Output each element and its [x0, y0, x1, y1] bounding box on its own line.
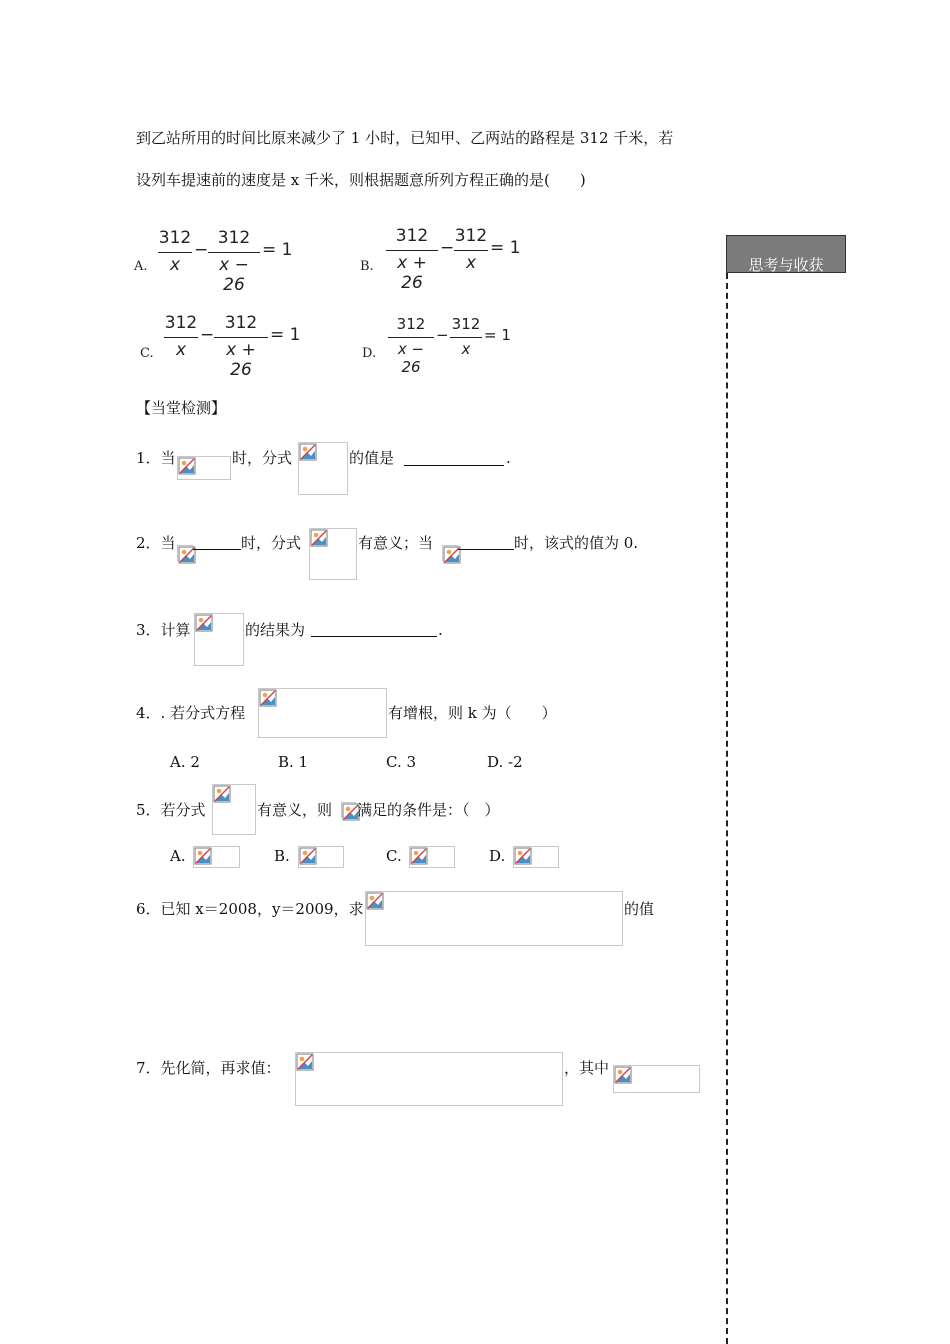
q6-text-a: 6．已知 x＝2008，y＝2009，求 — [136, 900, 364, 918]
broken-image-glyph — [299, 443, 317, 461]
numerator: 312 — [395, 226, 429, 246]
fraction-bar — [164, 337, 198, 338]
q5-text-c: 满足的条件是：（ ） — [357, 801, 500, 819]
denominator: x — [465, 253, 477, 273]
broken-image-icon — [442, 545, 458, 561]
equation-rhs: = 1 — [484, 326, 511, 344]
broken-image-icon — [177, 545, 193, 561]
broken-image-icon — [613, 1065, 700, 1093]
q5-text-a: 5．若分式 — [136, 801, 206, 819]
broken-image-icon — [295, 1052, 563, 1106]
equation-rhs: = 1 — [270, 325, 301, 345]
q4-text-b: 有增根，则 k 为（ ） — [388, 704, 557, 722]
denominator: x − 26 — [397, 340, 425, 376]
q3-text-b: 的结果为 — [245, 621, 306, 639]
q1-text-a: 1．当 — [136, 449, 176, 467]
numerator: 312 — [454, 226, 488, 246]
q3-text-a: 3．计算 — [136, 621, 191, 639]
answer-blank[interactable] — [458, 535, 514, 550]
option-label: B. — [360, 259, 374, 274]
q7-text-b: ，其中 — [564, 1059, 610, 1077]
q3-text-c: . — [438, 621, 443, 639]
denominator: x — [169, 255, 181, 275]
answer-blank[interactable] — [311, 622, 437, 637]
fraction-bar — [450, 337, 482, 338]
broken-image-glyph — [195, 614, 213, 632]
numerator: 312 — [451, 315, 481, 333]
numerator: 312 — [224, 313, 258, 333]
option-label: D. — [362, 346, 377, 361]
broken-image-icon — [258, 688, 387, 738]
broken-image-glyph — [310, 529, 328, 547]
equation-rhs: = 1 — [262, 240, 293, 260]
sidebar-title: 思考与收获 — [726, 235, 846, 273]
broken-image-glyph — [178, 457, 196, 475]
operator: − — [440, 238, 455, 258]
q2-text-c: 有意义；当 — [358, 534, 434, 552]
broken-image-glyph — [514, 847, 532, 865]
broken-image-glyph — [213, 785, 231, 803]
broken-image-icon — [513, 846, 559, 868]
fraction-bar — [386, 250, 438, 251]
broken-image-icon — [298, 846, 344, 868]
operator: − — [200, 325, 215, 345]
broken-image-icon — [194, 613, 244, 666]
equation-rhs: = 1 — [490, 238, 521, 258]
operator: − — [194, 240, 209, 260]
numerator: 312 — [164, 313, 198, 333]
q7-text-a: 7．先化简，再求值： — [136, 1059, 281, 1077]
denominator: x — [175, 340, 187, 360]
broken-image-icon — [341, 802, 356, 817]
q1-text-b: 时，分式 — [232, 449, 293, 467]
q5-choice-a: A. — [170, 847, 186, 865]
q4-choice-a: A. 2 — [170, 753, 200, 771]
numerator: 312 — [396, 315, 426, 333]
q4-choice-b: B. 1 — [278, 753, 309, 771]
broken-image-glyph — [296, 1053, 314, 1071]
q2-text-d: 时，该式的值为 0. — [514, 534, 639, 552]
option-a — [134, 228, 294, 295]
fraction-bar — [158, 252, 192, 253]
q4-choice-c: C. 3 — [386, 753, 417, 771]
broken-image-glyph — [259, 689, 277, 707]
q4-text-a: 4．. 若分式方程 — [136, 704, 246, 722]
broken-image-glyph — [366, 892, 384, 910]
denominator: x + 26 — [397, 253, 427, 293]
q6-text-b: 的值 — [624, 900, 655, 918]
broken-image-icon — [212, 784, 256, 835]
broken-image-icon — [298, 442, 348, 495]
broken-image-icon — [409, 846, 455, 868]
q2-text-a: 2．当 — [136, 534, 176, 552]
intro-line-2: 设列车提速前的速度是 x 千米，则根据题意所列方程正确的是( ) — [136, 171, 586, 189]
q5-choice-b: B. — [274, 847, 290, 865]
denominator: x — [461, 340, 471, 358]
section-title: 【当堂检测】 — [136, 399, 227, 417]
q5-text-b: 有意义，则 — [257, 801, 333, 819]
q5-choice-d: D. — [489, 847, 506, 865]
option-label: A. — [134, 259, 148, 274]
fraction-bar — [388, 337, 434, 338]
q1-text-d: . — [506, 449, 511, 467]
numerator: 312 — [158, 228, 192, 248]
broken-image-icon — [193, 846, 240, 868]
option-d — [362, 315, 522, 376]
broken-image-icon — [177, 456, 231, 480]
fraction-bar — [208, 252, 260, 253]
broken-image-glyph — [410, 847, 428, 865]
answer-blank[interactable] — [404, 451, 504, 466]
denominator: x − 26 — [219, 255, 249, 295]
answer-blank[interactable] — [193, 535, 241, 550]
numerator: 312 — [217, 228, 251, 248]
broken-image-icon — [365, 891, 623, 946]
operator: − — [436, 326, 449, 344]
option-c — [140, 313, 310, 380]
broken-image-glyph — [194, 847, 212, 865]
broken-image-icon — [309, 528, 357, 580]
denominator: x + 26 — [226, 340, 256, 380]
q1-text-c: 的值是 — [349, 449, 395, 467]
q5-choice-c: C. — [386, 847, 402, 865]
intro-line-1: 到乙站所用的时间比原来减少了 1 小时，已知甲、乙两站的路程是 312 千米，若 — [136, 129, 674, 147]
fraction-bar — [454, 250, 488, 251]
q4-choice-d: D. -2 — [487, 753, 523, 771]
option-label: C. — [140, 346, 154, 361]
broken-image-glyph — [299, 847, 317, 865]
fraction-bar — [214, 337, 268, 338]
sidebar-dashed-divider — [726, 273, 728, 1344]
broken-image-glyph — [614, 1066, 632, 1084]
option-b — [360, 226, 530, 293]
q2-text-b: 时，分式 — [241, 534, 302, 552]
